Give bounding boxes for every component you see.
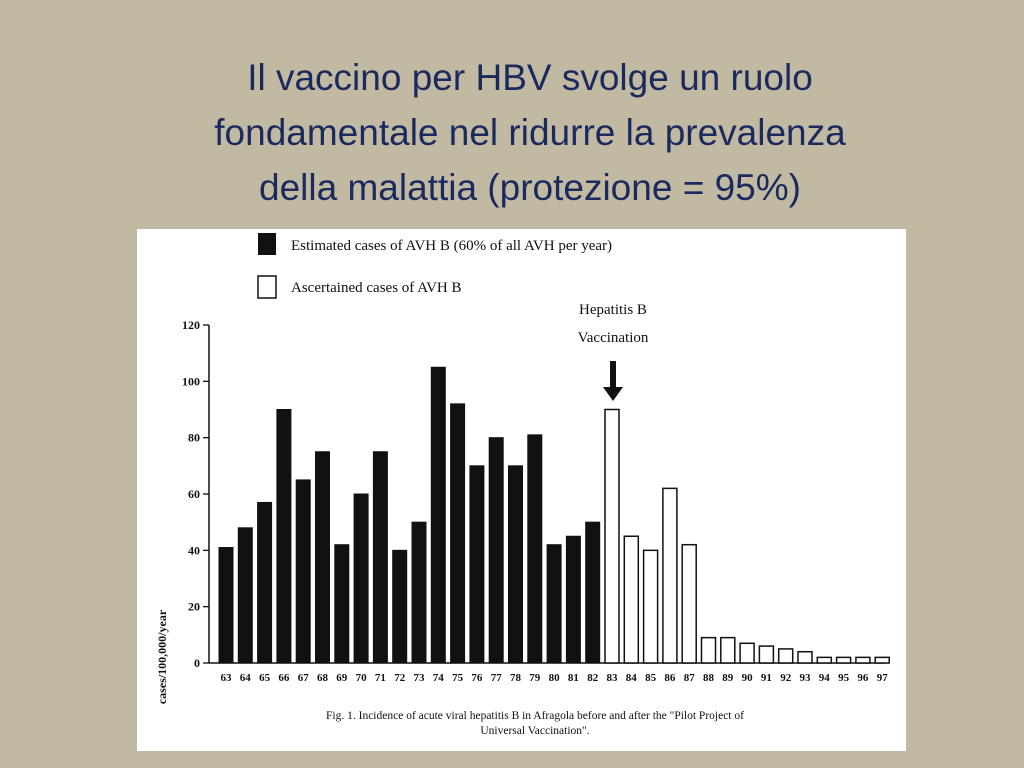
x-tick-label: 90 <box>741 672 753 684</box>
x-tick-label: 85 <box>645 672 657 684</box>
x-tick-label: 97 <box>876 672 888 684</box>
x-ticks <box>221 672 889 684</box>
bar-estimated-74 <box>431 367 445 663</box>
bar-estimated-71 <box>373 452 387 663</box>
title-line-2: fondamentale nel ridurre la prevalenza <box>214 112 846 153</box>
x-tick-label: 78 <box>510 672 521 684</box>
vaccination-annotation <box>578 302 649 401</box>
bar-estimated-72 <box>393 550 407 663</box>
figure-caption-line-2: Universal Vaccination". <box>480 725 590 737</box>
legend-label-estimated: Estimated cases of AVH B (60% of all AVH per year) <box>291 238 613 254</box>
x-tick-label: 63 <box>220 672 232 684</box>
legend-swatch-ascertained <box>258 276 276 298</box>
x-tick-label: 71 <box>374 672 386 684</box>
x-tick-label: 83 <box>606 672 618 684</box>
x-tick-label: 73 <box>413 672 425 684</box>
bar-ascertained-93 <box>798 652 812 663</box>
x-tick-label: 64 <box>239 672 251 684</box>
x-tick-label: 74 <box>432 672 444 684</box>
x-tick-label: 65 <box>259 672 271 684</box>
y-axis-label: cases/100,000/year <box>155 609 169 705</box>
bar-estimated-70 <box>354 494 368 663</box>
x-tick-label: 79 <box>529 672 541 684</box>
y-tick-label: 40 <box>188 543 200 558</box>
bar-ascertained-83 <box>605 410 619 664</box>
title-line-1: Il vaccino per HBV svolge un ruolo <box>247 57 813 98</box>
bar-ascertained-95 <box>837 657 851 663</box>
annotation-line-2: Vaccination <box>577 330 649 346</box>
bar-estimated-63 <box>219 548 233 663</box>
bar-ascertained-94 <box>817 657 831 663</box>
bar-chart <box>137 229 906 751</box>
bar-estimated-64 <box>238 528 252 663</box>
x-tick-label: 76 <box>471 672 483 684</box>
bar-estimated-65 <box>258 502 272 663</box>
y-tick-label: 0 <box>194 656 200 670</box>
x-tick-label: 75 <box>452 672 464 684</box>
x-tick-label: 81 <box>567 672 579 684</box>
bar-estimated-69 <box>335 545 349 663</box>
x-tick-label: 89 <box>722 672 734 684</box>
bar-estimated-82 <box>586 522 600 663</box>
bar-ascertained-90 <box>740 643 754 663</box>
bar-ascertained-88 <box>702 638 716 663</box>
bar-estimated-68 <box>316 452 330 663</box>
bar-estimated-66 <box>277 410 291 664</box>
x-tick-label: 96 <box>857 672 869 684</box>
y-tick-label: 20 <box>188 599 200 614</box>
x-tick-label: 87 <box>683 672 695 684</box>
x-tick-label: 93 <box>799 672 811 684</box>
x-tick-label: 70 <box>355 672 367 684</box>
y-tick-label: 80 <box>188 430 200 445</box>
x-tick-label: 72 <box>394 672 406 684</box>
figure-caption-line-1: Fig. 1. Incidence of acute viral hepatitis B in Afragola before and after the "Pilot Project of <box>326 710 744 722</box>
bars <box>219 367 889 663</box>
bar-ascertained-84 <box>624 536 638 663</box>
x-tick-label: 67 <box>297 672 309 684</box>
bar-estimated-73 <box>412 522 426 663</box>
x-tick-label: 80 <box>548 672 560 684</box>
y-tick-label: 100 <box>182 374 200 389</box>
title-line-3: della malattia (protezione = 95%) <box>259 167 801 208</box>
bar-ascertained-91 <box>759 646 773 663</box>
legend <box>258 233 612 298</box>
bar-ascertained-86 <box>663 488 677 663</box>
annotation-line-1: Hepatitis B <box>579 302 647 318</box>
bar-ascertained-87 <box>682 545 696 663</box>
x-tick-label: 84 <box>625 672 637 684</box>
bar-estimated-78 <box>509 466 523 663</box>
bar-estimated-79 <box>528 435 542 663</box>
bar-estimated-76 <box>470 466 484 663</box>
y-tick-label: 120 <box>182 318 200 332</box>
bar-ascertained-92 <box>779 649 793 663</box>
x-tick-label: 95 <box>838 672 850 684</box>
bar-estimated-75 <box>451 404 465 663</box>
x-tick-label: 92 <box>780 672 792 684</box>
x-tick-label: 69 <box>336 672 348 684</box>
chart-figure <box>137 229 906 751</box>
legend-swatch-estimated <box>258 233 276 255</box>
bar-ascertained-85 <box>644 550 658 663</box>
bar-estimated-77 <box>489 438 503 663</box>
y-tick-label: 60 <box>188 487 200 501</box>
x-tick-label: 91 <box>760 672 772 684</box>
x-tick-label: 86 <box>664 672 676 684</box>
annotation-arrow-head <box>603 387 623 401</box>
bar-estimated-67 <box>296 480 310 663</box>
y-ticks <box>182 318 209 670</box>
x-tick-label: 68 <box>317 672 328 684</box>
bar-estimated-80 <box>547 545 561 663</box>
bar-estimated-81 <box>566 536 580 663</box>
legend-label-ascertained: Ascertained cases of AVH B <box>291 280 462 296</box>
x-tick-label: 82 <box>587 672 599 684</box>
bar-ascertained-96 <box>856 657 870 663</box>
x-tick-label: 77 <box>490 672 502 684</box>
bar-ascertained-89 <box>721 638 735 663</box>
bar-ascertained-97 <box>875 657 889 663</box>
x-tick-label: 88 <box>703 672 714 684</box>
x-tick-label: 66 <box>278 672 290 684</box>
slide-title <box>100 50 960 215</box>
x-tick-label: 94 <box>818 672 830 684</box>
